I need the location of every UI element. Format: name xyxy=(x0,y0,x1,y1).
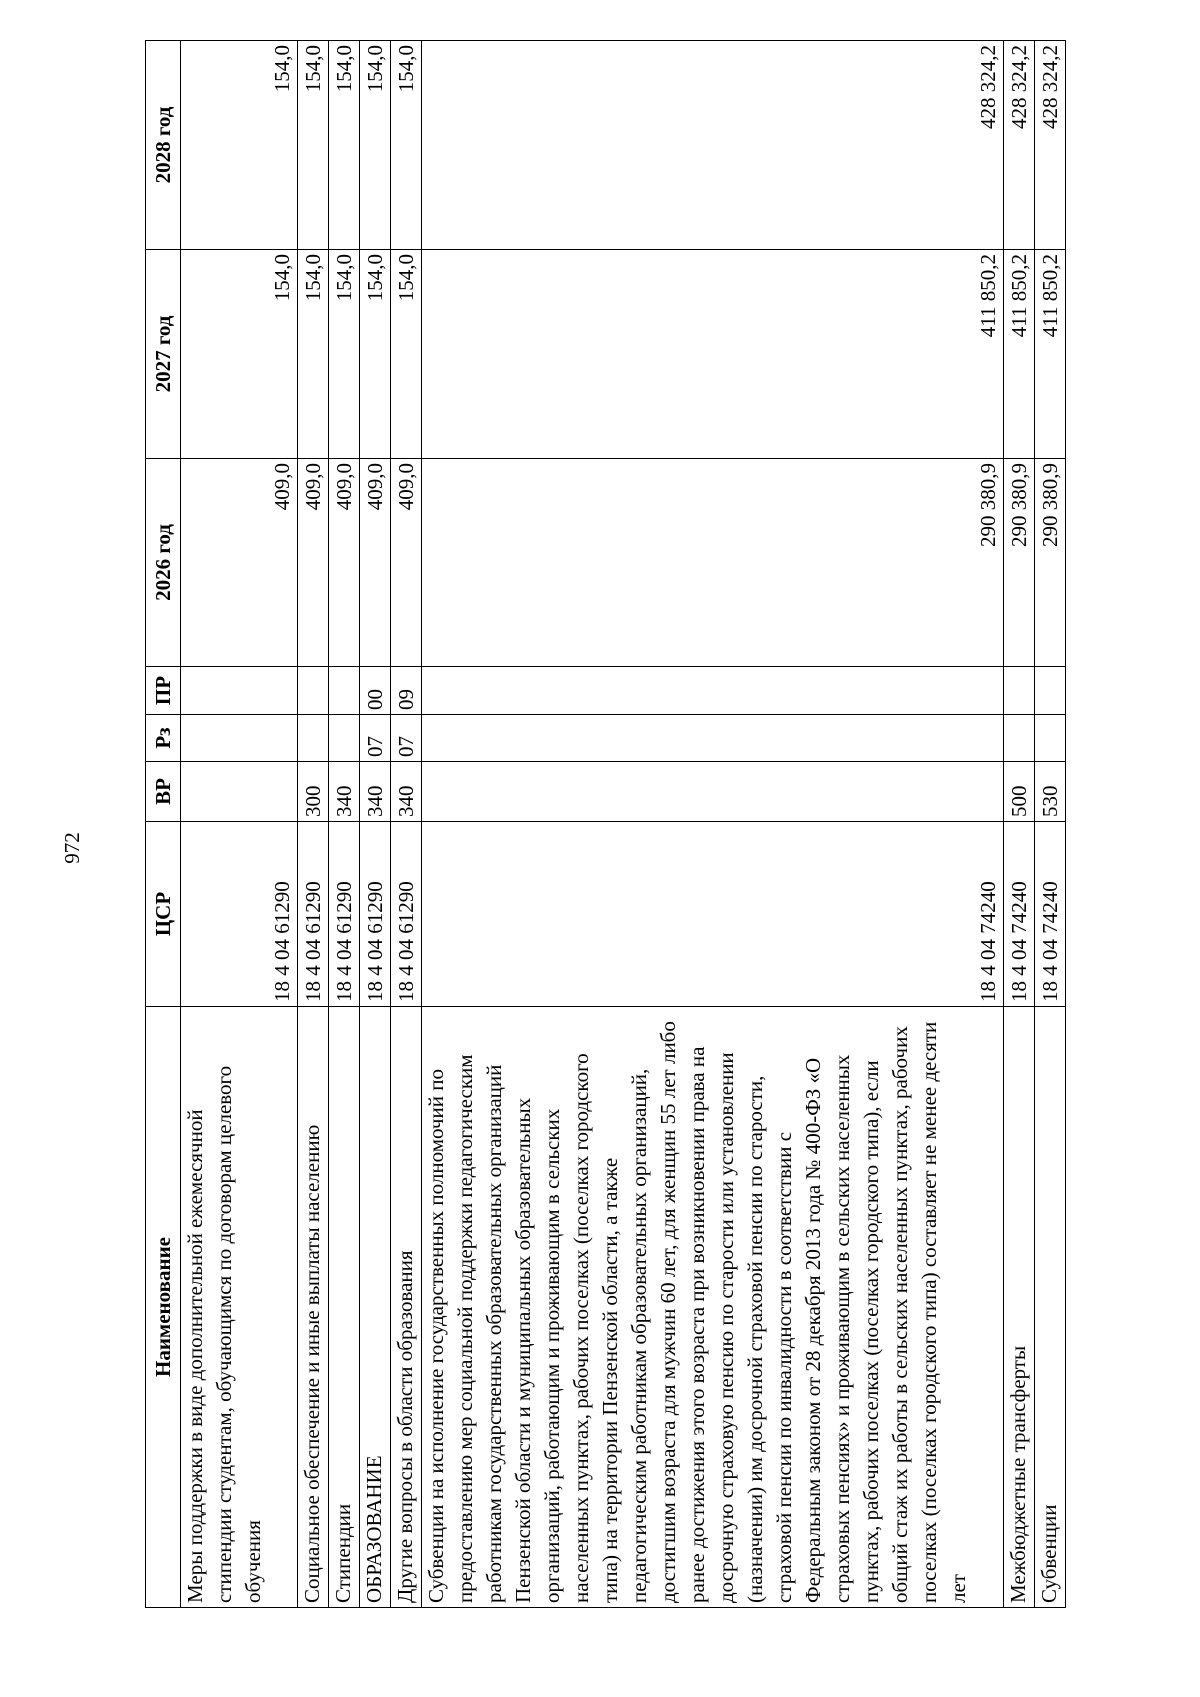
row-2027: 411 850,2 xyxy=(1004,250,1035,459)
row-2026: 290 380,9 xyxy=(1004,459,1035,667)
header-2028: 2028 год xyxy=(146,41,181,250)
row-name: Социальное обеспечение и иные выплаты населению xyxy=(298,1007,329,1608)
rotated-table-container xyxy=(145,41,1062,1608)
row-rz xyxy=(1004,715,1035,762)
row-2026: 409,0 xyxy=(329,459,360,667)
row-rz: 07 xyxy=(360,715,391,762)
row-2028: 154,0 xyxy=(298,41,329,250)
table-row xyxy=(1035,41,1066,1608)
row-vr: 340 xyxy=(360,762,391,822)
row-2026: 409,0 xyxy=(298,459,329,667)
row-csr: 18 4 04 61290 xyxy=(181,822,298,1007)
page-number: 972 xyxy=(60,832,84,864)
row-pr xyxy=(329,667,360,715)
table-row xyxy=(391,41,422,1608)
row-csr: 18 4 04 61290 xyxy=(391,822,422,1007)
row-2028: 154,0 xyxy=(360,41,391,250)
table-row xyxy=(1004,41,1035,1608)
row-vr: 530 xyxy=(1035,762,1066,822)
header-2026: 2026 год xyxy=(146,459,181,667)
row-rz xyxy=(329,715,360,762)
row-pr xyxy=(1004,667,1035,715)
row-csr: 18 4 04 74240 xyxy=(422,822,1004,1007)
table-row xyxy=(298,41,329,1608)
row-vr: 340 xyxy=(391,762,422,822)
header-name: Наименование xyxy=(146,1007,181,1608)
row-2027: 411 850,2 xyxy=(422,250,1004,459)
row-name: Субвенции xyxy=(1035,1007,1066,1608)
header-rz: Рз xyxy=(146,715,181,762)
row-csr: 18 4 04 61290 xyxy=(329,822,360,1007)
row-2026: 290 380,9 xyxy=(1035,459,1066,667)
budget-table xyxy=(145,40,1066,1608)
row-2027: 154,0 xyxy=(329,250,360,459)
row-vr: 500 xyxy=(1004,762,1035,822)
row-2026: 409,0 xyxy=(360,459,391,667)
row-name: ОБРАЗОВАНИЕ xyxy=(360,1007,391,1608)
row-2027: 154,0 xyxy=(360,250,391,459)
row-pr: 09 xyxy=(391,667,422,715)
table-row xyxy=(181,41,298,1608)
row-name: Другие вопросы в области образования xyxy=(391,1007,422,1608)
row-2026: 290 380,9 xyxy=(422,459,1004,667)
row-rz xyxy=(181,715,298,762)
row-2027: 411 850,2 xyxy=(1035,250,1066,459)
row-vr: 300 xyxy=(298,762,329,822)
row-rz: 07 xyxy=(391,715,422,762)
table-row xyxy=(422,41,1004,1608)
row-csr: 18 4 04 74240 xyxy=(1035,822,1066,1007)
row-2028: 154,0 xyxy=(181,41,298,250)
row-2026: 409,0 xyxy=(181,459,298,667)
row-rz xyxy=(298,715,329,762)
row-vr xyxy=(181,762,298,822)
row-csr: 18 4 04 61290 xyxy=(298,822,329,1007)
row-pr xyxy=(181,667,298,715)
row-name: Меры поддержки в виде дополнительной ежемесячной стипендии студентам, обучающимся по договорам целевого обучения xyxy=(181,1007,298,1608)
row-pr xyxy=(422,667,1004,715)
header-vr: ВР xyxy=(146,762,181,822)
row-2028: 428 324,2 xyxy=(422,41,1004,250)
row-pr xyxy=(1035,667,1066,715)
row-csr: 18 4 04 74240 xyxy=(1004,822,1035,1007)
row-2026: 409,0 xyxy=(391,459,422,667)
row-2028: 154,0 xyxy=(329,41,360,250)
table-row xyxy=(360,41,391,1608)
row-2027: 154,0 xyxy=(298,250,329,459)
row-2028: 428 324,2 xyxy=(1035,41,1066,250)
header-row xyxy=(146,41,181,1608)
row-name: Межбюджетные трансферты xyxy=(1004,1007,1035,1608)
header-pr: ПР xyxy=(146,667,181,715)
row-pr xyxy=(298,667,329,715)
row-2027: 154,0 xyxy=(181,250,298,459)
row-rz xyxy=(1035,715,1066,762)
row-rz xyxy=(422,715,1004,762)
header-csr: ЦСР xyxy=(146,822,181,1007)
row-2027: 154,0 xyxy=(391,250,422,459)
row-csr: 18 4 04 61290 xyxy=(360,822,391,1007)
header-2027: 2027 год xyxy=(146,250,181,459)
row-vr: 340 xyxy=(329,762,360,822)
row-vr xyxy=(422,762,1004,822)
row-name: Субвенции на исполнение государственных полномочий по предоставлению мер социальной поддержки педагогическим работникам государственных образовательных организаций Пензенской области и муниципальных образовательных организаций, работающим и проживающим в сельских населенных пунктах, рабочих поселках (поселках городского типа) на территории Пензенской области, а также педагогическим работникам образовательных организаций, достигшим возраста для мужчин 60 лет, для женщин 55 лет либо ранее достижения этого возраста при возникновении права на досрочную страховую пенсию по старости или установлении (назначении) им досрочной страховой пенсии по старости, страховой пенсии по инвалидности в соответствии с Федеральным законом от 28 декабря 2013 года № 400-ФЗ «О страховых пенсиях» и проживающим в сельских населенных пунктах, рабочих поселках (поселках городского типа), если общий стаж их работы в сельских населенных пунктах, рабочих поселках (поселках городского типа) составляет не менее десяти лет xyxy=(422,1007,1004,1608)
row-2028: 154,0 xyxy=(391,41,422,250)
row-2028: 428 324,2 xyxy=(1004,41,1035,250)
table-row xyxy=(329,41,360,1608)
row-name: Стипендии xyxy=(329,1007,360,1608)
row-pr: 00 xyxy=(360,667,391,715)
